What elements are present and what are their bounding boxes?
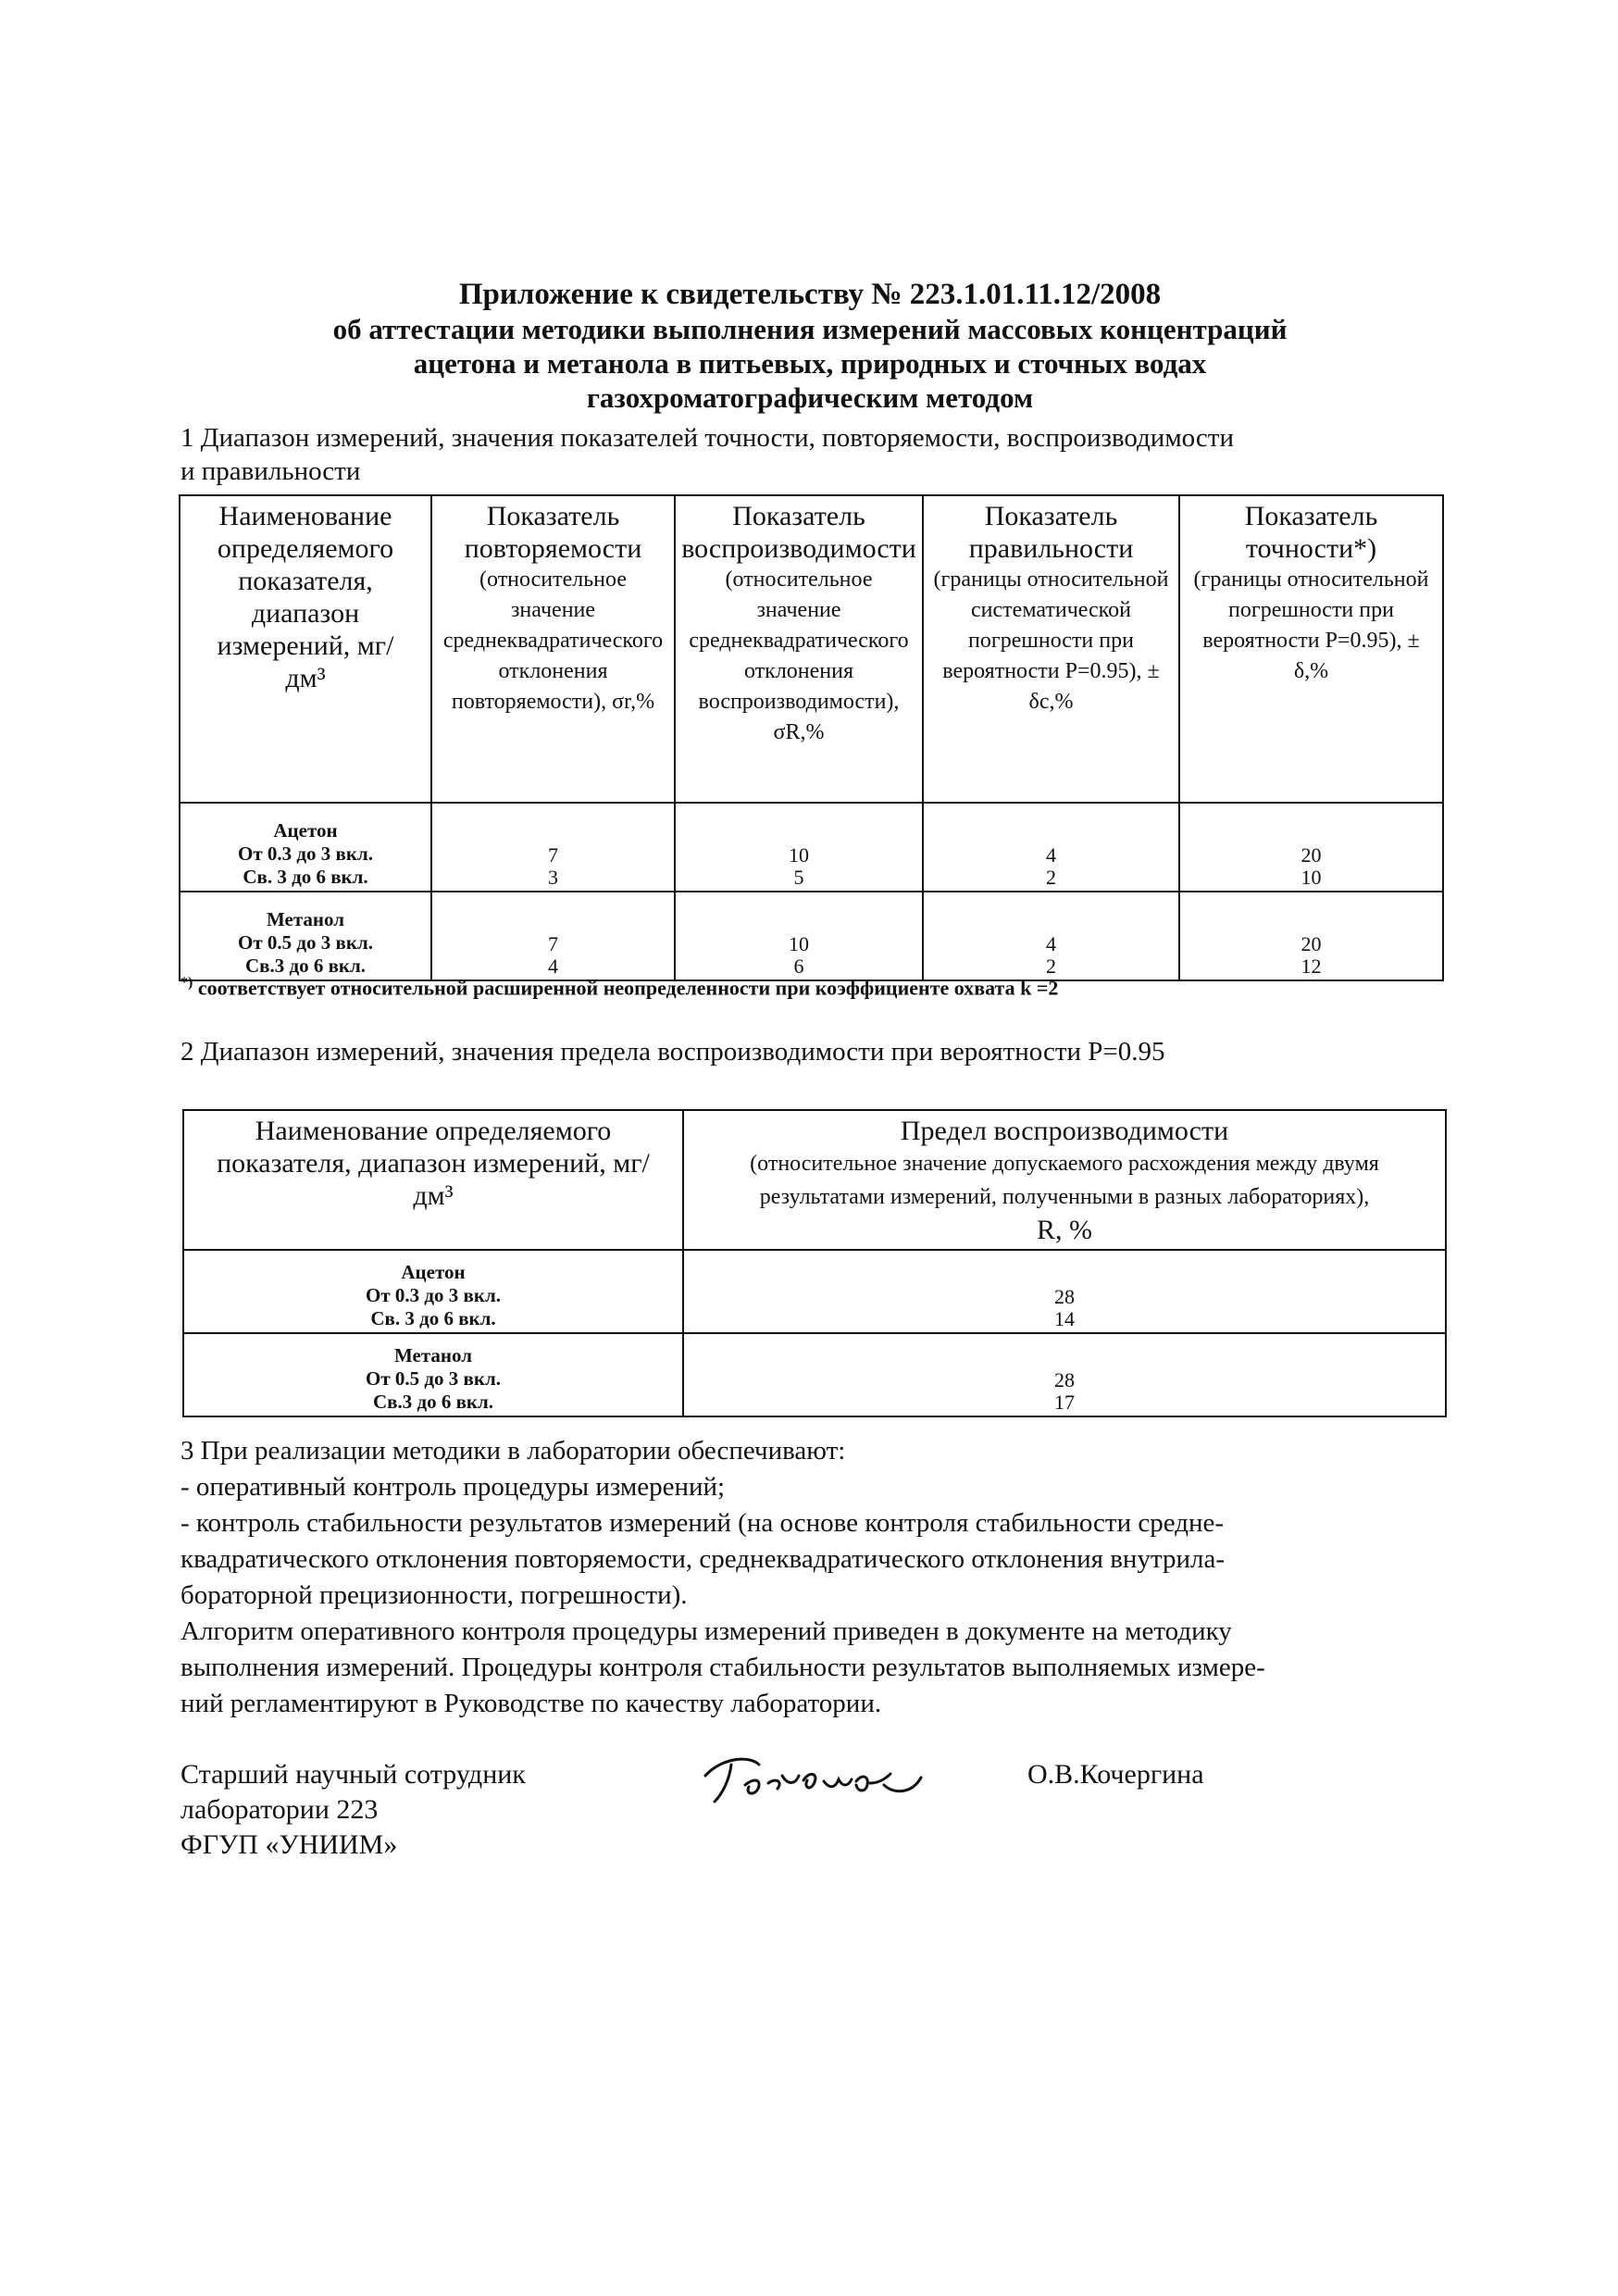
header-line-1: Приложение к свидетельству № 223.1.01.11.12/2008 — [458, 278, 1162, 311]
header-cell-accuracy — [1179, 495, 1443, 803]
limit-cell — [683, 1250, 1446, 1333]
analyte-name: Метанол — [393, 1344, 473, 1366]
signatory-name: О.В.Кочергина — [1027, 1759, 1204, 1790]
header-accuracy-note: (границы относительной погрешности при вероятности P=0.95), ± δ,% — [1193, 568, 1429, 683]
header-right-unit: R, % — [1037, 1215, 1092, 1245]
header-cell-name — [180, 495, 431, 803]
accuracy-table — [179, 494, 1444, 981]
section3-line: - оперативный контроль процедуры измерений; — [180, 1472, 726, 1502]
value: 20 — [1301, 843, 1322, 867]
section1-title-line1: 1 Диапазон измерений, значения показателей точности, повторяемости, воспроизводимости — [180, 423, 1234, 453]
position-line: Старший научный сотрудник — [180, 1759, 526, 1790]
value: 14 — [1054, 1307, 1075, 1330]
header-right-note: (относительное значение допускаемого расхождения между двумя результатами измерений, полученными в разных лабораториях), — [750, 1152, 1379, 1209]
value: 2 — [1046, 866, 1056, 889]
header-repeat-main: Показатель повторяемости — [464, 501, 642, 564]
section1-title-line2: и правильности — [180, 456, 361, 486]
analyte-name: Ацетон — [273, 819, 338, 842]
header-reprod-note: (относительное значение среднеквадратического отклонения воспроизводимости), σR,% — [689, 568, 909, 744]
handwritten-signature — [694, 1748, 953, 1813]
header-cell-reprod — [675, 495, 923, 803]
accuracy-cell — [1179, 803, 1443, 892]
header-line-4: газохроматографическим методом — [586, 381, 1034, 414]
correct-cell — [923, 892, 1179, 980]
value: 3 — [548, 866, 558, 889]
limit-cell — [683, 1333, 1446, 1416]
position-line: лаборатории 223 — [180, 1794, 379, 1825]
section3-line: 3 При реализации методики в лаборатории обеспечивают: — [180, 1436, 846, 1466]
section3-line: бораторной прецизионности, погрешности). — [180, 1580, 688, 1610]
header-cell-correct — [923, 495, 1179, 803]
value: 7 — [548, 932, 558, 955]
header-repeat-note: (относительное значение среднеквадратического отклонения повторяемости), σr,% — [442, 568, 664, 714]
value: 10 — [789, 843, 809, 867]
section3-line: - контроль стабильности результатов измерений (на основе контроля стабильности средне- — [180, 1508, 1225, 1538]
analyte-name: Ацетон — [401, 1261, 466, 1283]
reproducibility-table-header — [183, 1110, 1446, 1250]
header-left-text: Наименование определяемого показателя, диапазон измерений, мг/дм³ — [217, 1116, 650, 1211]
section2-title: 2 Диапазон измерений, значения предела воспроизводимости при вероятности P=0.95 — [180, 1037, 1165, 1067]
header-cell-right — [683, 1110, 1446, 1250]
table-row — [183, 1333, 1446, 1416]
header-line-2: об аттестации методики выполнения измерений массовых концентраций — [332, 313, 1288, 345]
header-accuracy-main: Показатель точности*) — [1244, 501, 1378, 564]
row-name-cell — [180, 803, 431, 892]
repeat-cell — [431, 803, 675, 892]
range-2: Св. 3 до 6 вкл. — [243, 866, 368, 888]
position-line: ФГУП «УНИИМ» — [180, 1829, 398, 1860]
range-2: Св.3 до 6 вкл. — [244, 955, 367, 977]
header-cell-left — [183, 1110, 683, 1250]
row-name-cell — [180, 892, 431, 980]
header-right-main: Предел воспроизводимости — [900, 1116, 1229, 1146]
footnote-text: соответствует относительной расширенной неопределенности при коэффициенте охвата k =2 — [197, 976, 1059, 1000]
row-name-cell — [183, 1333, 683, 1416]
value: 10 — [789, 932, 809, 955]
table-row — [180, 892, 1443, 980]
value: 12 — [1301, 955, 1322, 978]
value: 6 — [793, 955, 804, 978]
value: 5 — [793, 866, 804, 889]
section3-line: ний регламентируют в Руководстве по качеству лаборатории. — [180, 1689, 882, 1718]
section3-line: Алгоритм оперативного контроля процедуры измерений приведен в документе на методику — [180, 1616, 1232, 1646]
section1-title — [180, 421, 1449, 488]
value: 17 — [1054, 1391, 1075, 1414]
header-reprod-main: Показатель воспроизводимости — [681, 501, 916, 564]
table-row — [183, 1250, 1446, 1333]
value: 7 — [548, 843, 558, 867]
value: 2 — [1046, 955, 1056, 978]
header-name-text: Наименование определяемого показателя, диапазон измерений, мг/дм³ — [217, 501, 394, 693]
reprod-cell — [675, 892, 923, 980]
value: 4 — [1046, 932, 1056, 955]
accuracy-cell — [1179, 892, 1443, 980]
value: 28 — [1054, 1368, 1075, 1391]
table-row — [180, 803, 1443, 892]
repeat-cell — [431, 892, 675, 980]
section3-line: квадратического отклонения повторяемости, среднеквадратического отклонения внутрила- — [180, 1544, 1225, 1574]
range-2: Св. 3 до 6 вкл. — [370, 1307, 496, 1329]
range-1: От 0.3 до 3 вкл. — [366, 1284, 501, 1306]
value: 28 — [1054, 1285, 1075, 1308]
footnote — [180, 970, 1058, 1001]
value: 20 — [1301, 932, 1322, 955]
header-correct-main: Показатель правильности — [968, 501, 1134, 564]
correct-cell — [923, 803, 1179, 892]
document-header — [176, 278, 1444, 415]
header-line-3: ацетона и метанола в питьевых, природных и сточных водах — [413, 347, 1207, 380]
header-cell-repeat — [431, 495, 675, 803]
analyte-name: Метанол — [266, 908, 345, 930]
range-1: От 0.5 до 3 вкл. — [366, 1367, 501, 1390]
accuracy-table-header — [180, 495, 1443, 803]
reprod-cell — [675, 803, 923, 892]
range-2: Св.3 до 6 вкл. — [372, 1391, 494, 1413]
reproducibility-table — [182, 1109, 1447, 1417]
signatory-position — [180, 1757, 526, 1863]
header-correct-note: (границы относительной систематической погрешности при вероятности P=0.95), ± δc,% — [933, 568, 1169, 714]
section3 — [180, 1433, 1449, 1722]
row-name-cell — [183, 1250, 683, 1333]
value: 4 — [548, 955, 558, 978]
footnote-marker: *) — [180, 975, 193, 991]
section3-line: выполнения измерений. Процедуры контроля стабильности результатов выполняемых измере- — [180, 1653, 1265, 1682]
range-1: От 0.5 до 3 вкл. — [238, 931, 373, 954]
value: 10 — [1301, 866, 1322, 889]
value: 4 — [1046, 843, 1056, 867]
range-1: От 0.3 до 3 вкл. — [238, 842, 373, 865]
